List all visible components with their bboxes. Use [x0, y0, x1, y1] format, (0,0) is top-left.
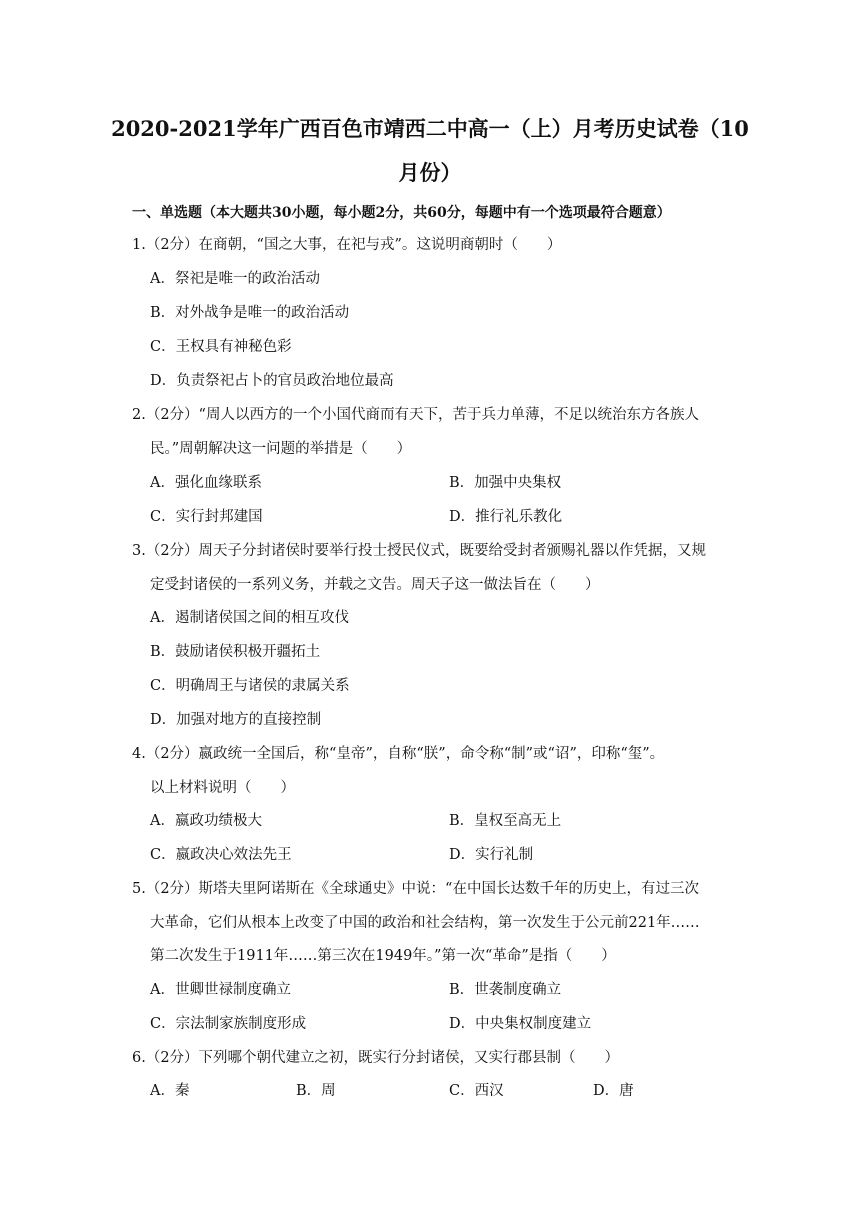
question-5-option-c: C．宗法制家族制度形成: [150, 1016, 307, 1032]
question-5-option-d: D．中央集权制度建立: [449, 1016, 592, 1032]
exam-title-line-2: 月份）: [398, 160, 462, 185]
question-3-stem-line-1: 3.（2分）周天子分封诸侯时要举行投士授民仪式，既要给受封者颁赐礼器以作凭据，又规: [132, 543, 707, 559]
question-4-stem-line-2: 以上材料说明（ ）: [150, 780, 295, 796]
question-2-option-c: C．实行封邦建国: [150, 509, 263, 525]
question-4-option-b: B．皇权至高无上: [449, 813, 562, 829]
section-heading: 一、单选题（本大题共30小题，每小题2分，共60分，每题中有一个选项最符合题意）: [132, 205, 671, 221]
question-2-option-b: B．加强中央集权: [449, 475, 562, 491]
question-2-option-a: A．强化血缘联系: [150, 475, 262, 491]
question-1-option-c: C．王权具有神秘色彩: [150, 339, 292, 355]
question-3-option-d: D．加强对地方的直接控制: [150, 712, 322, 728]
question-6-option-b: B．周: [296, 1083, 336, 1099]
exam-title-line-1: 2020-2021学年广西百色市靖西二中高一（上）月考历史试卷（10: [111, 116, 749, 141]
question-6-option-a: A．秦: [150, 1083, 190, 1099]
question-2-option-d: D．推行礼乐教化: [449, 509, 563, 525]
question-4-option-c: C．嬴政决心效法先王: [150, 847, 292, 863]
question-6-option-d: D．唐: [593, 1083, 634, 1099]
question-5-stem-line-2: 大革命，它们从根本上改变了中国的政治和社会结构，第一次发生于公元前221年……: [150, 915, 700, 931]
question-3-option-a: A．遏制诸侯国之间的相互攻伐: [150, 610, 349, 626]
question-2-stem-line-2: 民。”周朝解决这一问题的举措是（ ）: [150, 441, 412, 457]
question-5-stem-line-1: 5.（2分）斯塔夫里阿诺斯在《全球通史》中说：“在中国长达数千年的历史上，有过三次: [132, 881, 699, 897]
question-1-stem: 1.（2分）在商朝，“国之大事，在祀与戎”。这说明商朝时（ ）: [132, 237, 562, 253]
question-1-option-d: D．负责祭祀占卜的官员政治地位最高: [150, 373, 394, 389]
question-4-option-d: D．实行礼制: [449, 847, 534, 863]
question-3-option-b: B．鼓励诸侯积极开疆拓土: [150, 644, 321, 660]
question-1-option-b: B．对外战争是唯一的政治活动: [150, 305, 350, 321]
question-4-option-a: A．嬴政功绩极大: [150, 813, 262, 829]
question-5-stem-line-3: 第二次发生于1911年……第三次在1949年。”第一次“革命”是指（ ）: [150, 948, 616, 964]
question-5-option-b: B．世袭制度确立: [449, 982, 562, 998]
question-1-option-a: A．祭祀是唯一的政治活动: [150, 271, 320, 287]
question-6-option-c: C．西汉: [449, 1083, 504, 1099]
question-3-stem-line-2: 定受封诸侯的一系列义务，并载之文告。周天子这一做法旨在（ ）: [150, 577, 600, 593]
question-3-option-c: C．明确周王与诸侯的隶属关系: [150, 678, 350, 694]
question-2-stem-line-1: 2.（2分）“周人以西方的一个小国代商而有天下，苦于兵力单薄，不足以统治东方各族人: [132, 407, 699, 423]
question-4-stem-line-1: 4.（2分）嬴政统一全国后，称“皇帝”，自称“朕”，命令称“制”或“诏”，印称“玺”。: [132, 746, 665, 762]
question-6-stem: 6.（2分）下列哪个朝代建立之初，既实行分封诸侯，又实行郡县制（ ）: [132, 1050, 620, 1066]
question-5-option-a: A．世卿世禄制度确立: [150, 982, 291, 998]
